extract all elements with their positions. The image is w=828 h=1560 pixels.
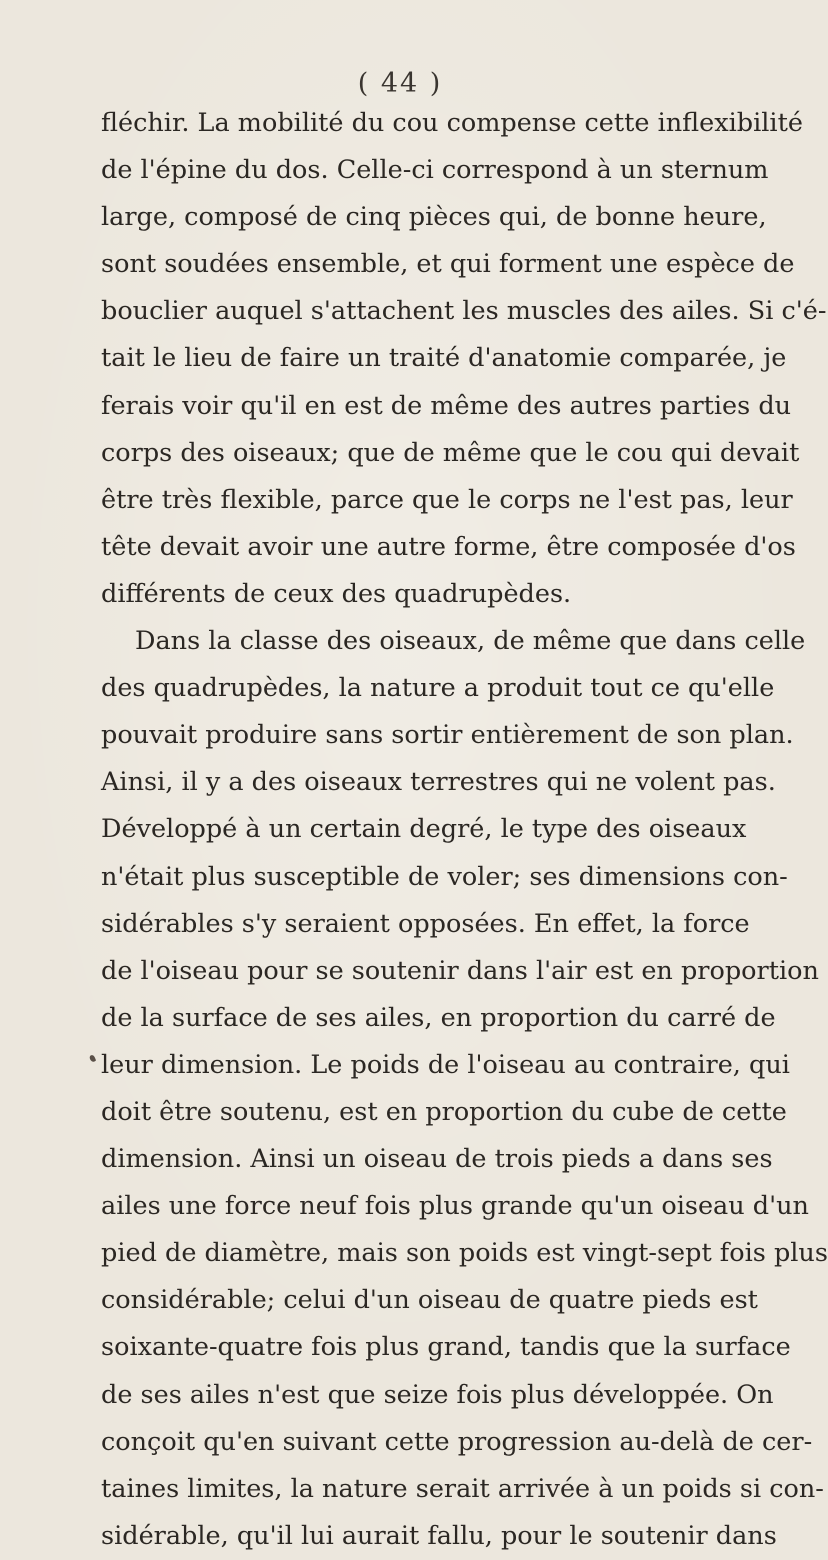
text-line: sidérables s'y seraient opposées. En effet, la force: [101, 908, 750, 939]
text-line: sont soudées ensemble, et qui forment une espèce de: [101, 249, 795, 280]
text-line: être très flexible, parce que le corps ne l'est pas, leur: [101, 484, 793, 515]
text-line: leur dimension. Le poids de l'oiseau au contraire, qui: [101, 1049, 790, 1080]
text-line: dimension. Ainsi un oiseau de trois pieds a dans ses: [101, 1144, 773, 1175]
text-line: bouclier auquel s'attachent les muscles des ailes. Si c'é-: [101, 296, 827, 327]
text-line: sidérable, qu'il lui aurait fallu, pour le soutenir dans: [101, 1520, 777, 1551]
text-line: taines limites, la nature serait arrivée à un poids si con-: [101, 1473, 824, 1504]
ink-mark: [89, 1054, 96, 1062]
text-line: Ainsi, il y a des oiseaux terrestres qui ne volent pas.: [101, 767, 776, 798]
text-line: Développé à un certain degré, le type des oiseaux: [101, 814, 747, 845]
text-line: de ses ailes n'est que seize fois plus développée. On: [101, 1379, 774, 1410]
text-line: de la surface de ses ailes, en proportion du carré de: [101, 1002, 776, 1033]
body-text: [101, 100, 828, 1560]
text-line: large, composé de cinq pièces qui, de bonne heure,: [101, 202, 767, 233]
text-line: pied de diamètre, mais son poids est vingt-sept fois plus: [101, 1238, 828, 1269]
text-line: n'était plus susceptible de voler; ses dimensions con-: [101, 861, 788, 892]
text-line: corps des oiseaux; que de même que le cou qui devait: [101, 437, 800, 468]
text-line: différents de ceux des quadrupèdes.: [101, 578, 572, 609]
page-number: ( 44 ): [357, 68, 443, 99]
text-line: conçoit qu'en suivant cette progression au-delà de cer-: [101, 1426, 813, 1457]
text-line: pouvait produire sans sortir entièrement de son plan.: [101, 720, 794, 751]
text-line: tête devait avoir une autre forme, être composée d'os: [101, 531, 796, 562]
text-line: de l'oiseau pour se soutenir dans l'air est en proportion: [101, 955, 819, 986]
text-line: fléchir. La mobilité du cou compense cette inflexibilité: [101, 108, 803, 138]
text-line: Dans la classe des oiseaux, de même que dans celle: [135, 626, 806, 657]
text-line: de l'épine du dos. Celle-ci correspond à un sternum: [101, 155, 769, 186]
text-line: tait le lieu de faire un traité d'anatomie comparée, je: [101, 343, 787, 374]
text-line: considérable; celui d'un oiseau de quatre pieds est: [101, 1285, 758, 1316]
text-line: soixante-quatre fois plus grand, tandis que la surface: [101, 1332, 791, 1363]
text-line: des quadrupèdes, la nature a produit tout ce qu'elle: [101, 673, 775, 704]
text-line: doit être soutenu, est en proportion du cube de cette: [101, 1096, 787, 1127]
text-line: ailes une force neuf fois plus grande qu'un oiseau d'un: [101, 1191, 809, 1222]
text-line: ferais voir qu'il en est de même des autres parties du: [101, 390, 792, 421]
